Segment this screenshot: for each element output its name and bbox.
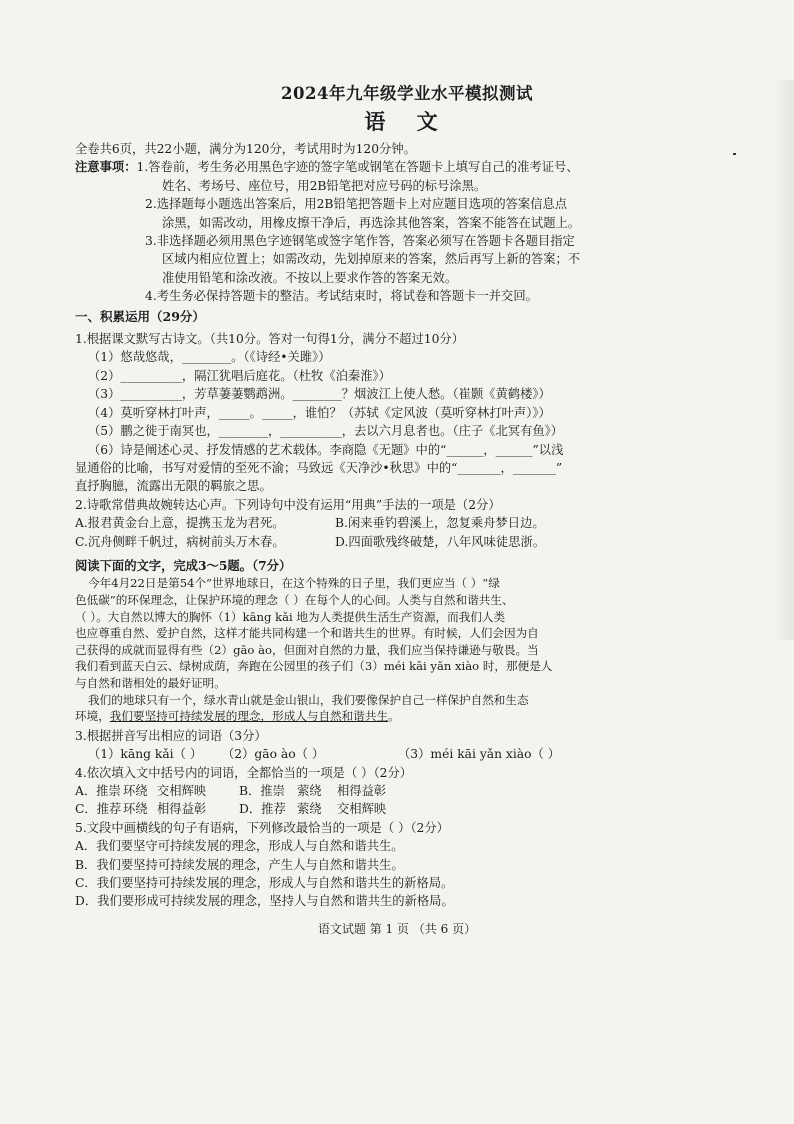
q4-c-word3: 相得益彰 <box>157 802 207 817</box>
q4-c-word2: 环绕 <box>123 802 148 817</box>
q4-a-word2: 环绕 <box>123 783 148 798</box>
notes-line-1 <box>75 158 794 176</box>
q3-item-1: （1）kāng kǎi（ ） <box>88 747 203 762</box>
q4-stem: 4.依次填入文中括号内的词语，全都恰当的一项是（ ）（2分） <box>75 765 413 780</box>
q2-stem: 2.诗歌常借典故婉转达心声。下列诗句中没有运用“用典”手法的一项是（2分） <box>75 497 501 512</box>
passage-line: 今年4月22日是第54个“世界地球日，在这个特殊的日子里，我们更应当（ ）“绿 <box>88 576 500 591</box>
scan-edge-shadow <box>772 80 794 640</box>
passage-line: （ ）。大自然以博大的胸怀（1）kāng kǎi 地为人类提供生活生产资源，而我们人类 <box>75 609 506 624</box>
q1-item-3: （3）__________，芳草萋萋鹦鹉洲。________？烟波江上使人愁。（崔颢《黄鹤楼》） <box>88 387 551 402</box>
q3-item-3: （3）méi kāi yǎn xiào（ ） <box>398 747 561 762</box>
q2-option-a: A.报君黄金台上意，提携玉龙为君死。 <box>75 516 285 531</box>
scan-speck <box>733 153 736 155</box>
q4-b-word1: B．推崇 <box>239 783 285 798</box>
q5-stem: 5.文段中画横线的句子有语病，下列修改最恰当的一项是（ ）（2分） <box>75 820 449 835</box>
q1-item-5: （5）鹏之徙于南冥也，________，__________，去以六月息者也。（庄子《北冥有鱼》） <box>88 424 564 439</box>
q3-items <box>88 745 794 763</box>
note-4: 4.考生务必保持答题卡的整洁。考试结束时，将试卷和答题卡一并交回。 <box>145 289 538 304</box>
passage-text: 环境， <box>75 709 110 724</box>
note-1b: 姓名、考场号、座位号，用2B铅笔把对应号码的标号涂黑。 <box>162 178 487 193</box>
q1-item-1: （1）悠哉悠哉，________。（《诗经•关雎》） <box>88 350 331 365</box>
exam-info: 全卷共6页，共22小题，满分为120分，考试用时为120分钟。 <box>75 142 416 156</box>
reading-heading: 阅读下面的文字，完成3～5题。（7分） <box>75 557 292 573</box>
q4-b-word2: 萦绕 <box>297 783 322 798</box>
exam-subject: 语 文 <box>364 109 450 134</box>
passage-line: 与自然和谐相处的最好证明。 <box>75 675 226 690</box>
q5-option-d: D．我们要形成可持续发展的理念，坚持人与自然和谐共生的新格局。 <box>75 894 454 909</box>
passage-line: 我们的地球只有一个，绿水青山就是金山银山，我们要像保护自己一样保护自然和生态 <box>88 692 529 707</box>
q5-option-c: C．我们要坚持可持续发展的理念，形成人与自然和谐共生的新格局。 <box>75 875 454 890</box>
q4-d-word2: 萦绕 <box>297 802 322 817</box>
exam-title: 2024年九年级学业水平模拟测试 <box>281 84 533 103</box>
note-3a: 3.非选择题必须用黑色字迹钢笔或签字笔作答，答案必须写在答题卡各题目指定 <box>145 234 575 249</box>
q4-d-word1: D．推荐 <box>239 802 286 817</box>
passage-line: 色低碳”的环保理念，让保护环境的理念（ ）在每个人的心间。人类与自然和谐共生、 <box>75 592 514 607</box>
q1-item-2: （2）__________，隔江犹唱后庭花。（杜牧《泊秦淮》） <box>88 368 391 383</box>
notes-label: 注意事项： <box>75 159 137 175</box>
q1-item-6b: 显通俗的比喻，书写对爱情的至死不渝；马致远《天净沙•秋思》中的“_______，_______” <box>75 460 563 475</box>
note-3c: 准使用铅笔和涂改液。不按以上要求作答的答案无效。 <box>162 270 458 285</box>
note-3b: 区域内相应位置上；如需改动，先划掉原来的答案，然后再写上新的答案；不 <box>162 252 581 267</box>
q3-stem: 3.根据拼音写出相应的词语（3分） <box>75 728 267 743</box>
note-2a: 2.选择题每小题选出答案后，用2B铅笔把答题卡上对应题目选项的答案信息点 <box>145 197 568 212</box>
q2-options-row-2 <box>75 533 794 551</box>
q1-item-6a: （6）诗是阐述心灵、抒发情感的艺术载体。李商隐《无题》中的“______，______”以浅 <box>88 442 564 457</box>
q4-a-word3: 交相辉映 <box>157 783 207 798</box>
q4-options-row-2 <box>75 800 794 818</box>
passage-line: 己获得的成就而显得有些（2）gāo ào，但面对自然的力量，我们应当保持谦逊与敬畏。当 <box>75 642 539 657</box>
underlined-sentence: 我们要坚持可持续发展的理念，形成人与自然和谐共生 <box>109 709 389 724</box>
note-1a: 1.答卷前，考生务必用黑色字迹的签字笔或钢笔在答题卡上填写自己的准考证号、 <box>136 160 579 175</box>
passage-line: 我们看到蓝天白云、绿树成荫，奔跑在公园里的孩子们（3）méi kāi yǎn xiào 时，那便是人 <box>75 659 553 674</box>
q1-item-4: （4）莫听穿林打叶声，_____。_____，谁怕？（苏轼《定风波（莫听穿林打叶声）》） <box>88 405 551 420</box>
q2-options-row-1 <box>75 514 794 532</box>
passage-line-underlined <box>75 708 794 725</box>
q2-option-c: C.沉舟侧畔千帆过，病树前头万木春。 <box>75 534 285 549</box>
page-footer: 语文试题 第 1 页 （共 6 页） <box>317 922 477 936</box>
q4-b-word3: 相得益彰 <box>337 783 387 798</box>
section1-heading: 一、积累运用（29分） <box>75 308 205 324</box>
passage-line: 也应尊重自然、爱护自然，这样才能共同构建一个和谐共生的世界。有时候，人们会因为自 <box>75 626 539 641</box>
q1-intro: 1.根据课文默写古诗文。（共10分。答对一句得1分，满分不超过10分） <box>75 332 465 347</box>
q4-c-word1: C．推荐 <box>75 802 122 817</box>
note-2b: 涂黑，如需改动，用橡皮擦干净后，再选涂其他答案，答案不能答在试题上。 <box>162 215 581 230</box>
q5-option-a: A．我们要坚守可持续发展的理念，形成人与自然和谐共生。 <box>75 839 404 854</box>
q2-option-d: D.四面歌残终破楚，八年风味徒思浙。 <box>335 534 546 549</box>
q4-a-word1: A．推崇 <box>75 783 121 798</box>
q5-option-b: B．我们要坚持可持续发展的理念，产生人与自然和谐共生。 <box>75 857 404 872</box>
q1-item-6c: 直抒胸臆，流露出无限的羁旅之思。 <box>75 479 272 494</box>
q2-option-b: B.闲来垂钓碧溪上，忽复乘舟梦日边。 <box>335 516 545 531</box>
q3-item-2: （2）gāo ào（ ） <box>222 747 325 762</box>
q4-options-row-1 <box>75 782 794 800</box>
q4-d-word3: 交相辉映 <box>337 802 387 817</box>
passage-text: 。 <box>388 709 400 724</box>
